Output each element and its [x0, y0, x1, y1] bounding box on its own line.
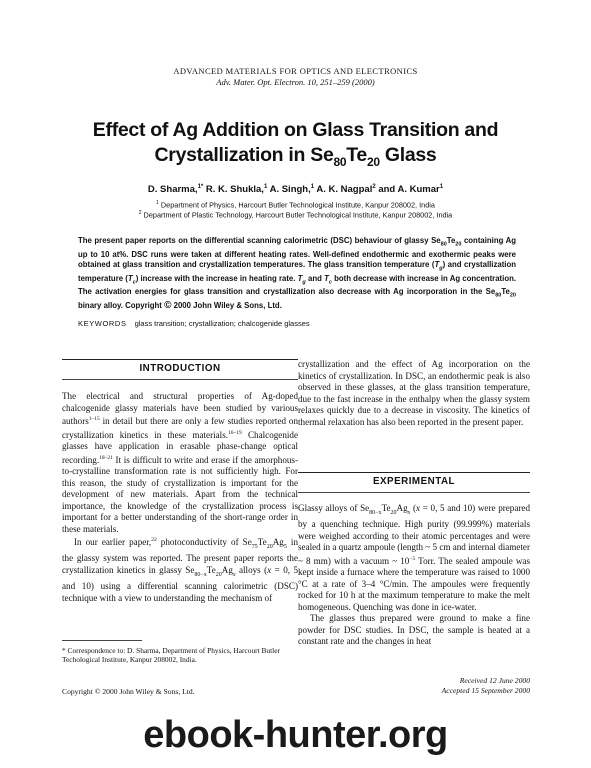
title-subscript: 80 — [333, 154, 347, 169]
body-text: In our earlier paper, — [74, 537, 152, 548]
body-text: Ag — [396, 503, 408, 513]
section-heading-introduction: INTRODUCTION — [139, 363, 221, 374]
abstract-text: both decrease with increase in Ag concentration. The activation energies for glass transition and crystallization also decrease with Ag incorporation in the Se — [78, 273, 517, 297]
author-affiliation-mark: 1* — [197, 184, 204, 190]
reference-mark: 16–19 — [228, 429, 242, 436]
keywords — [78, 319, 518, 328]
journal-name: ADVANCED MATERIALS FOR OPTICS AND ELECTRONICS — [173, 66, 418, 76]
body-text: in the glassy system was reported. The present paper reports the crystallization kinetics in glassy Se — [62, 537, 298, 575]
accepted-date: Accepted 15 September 2000 — [441, 685, 530, 695]
body-text: Te — [206, 564, 216, 575]
abstract-symbol: T — [297, 273, 303, 283]
author-list — [40, 184, 551, 195]
section-rule-top — [298, 472, 530, 473]
subscript: 20 — [390, 509, 397, 516]
reference-mark: 22 — [151, 537, 157, 544]
right-column-continuation — [298, 359, 530, 428]
affiliation-1 — [40, 200, 551, 209]
body-text: Te — [381, 503, 391, 513]
body-text: Torr. The sealed ampoule was kept inside a furnace where the temperature was raised to 1000 °C at a rate of 3–4 °C/min. The ampoules were frequently rocked for 10 h at the maximum temperature to make the melt homogeneous. Quenching was done in ice-water. — [298, 555, 530, 612]
body-text: photoconductivity of Se — [156, 537, 252, 548]
subscript: 20 — [266, 543, 273, 550]
subscript: x — [407, 509, 411, 516]
abstract-symbol: T — [127, 273, 133, 283]
section-heading-experimental: EXPERIMENTAL — [372, 476, 456, 487]
title-subscript: 20 — [366, 154, 380, 169]
variable: x — [267, 564, 272, 575]
abstract-subscript: c — [132, 279, 136, 286]
body-text: Ag — [221, 564, 233, 575]
variable: x — [416, 503, 421, 513]
author-name: R. K. Shukla, — [203, 184, 264, 196]
body-text: Ag — [272, 537, 284, 548]
section-rule-bottom — [62, 379, 298, 380]
abstract-subscript: c — [328, 279, 332, 286]
author-name: A. K. Nagpal — [314, 184, 373, 196]
reference-mark: 1–15 — [88, 416, 100, 422]
body-text: Chalcogenide glasses have application in erasable phase-change optical recording. — [62, 429, 298, 465]
intro-paragraph-1 — [62, 391, 298, 535]
body-text: alloys ( — [235, 564, 268, 575]
received-dates — [360, 676, 530, 695]
reference-mark: 18–21 — [99, 454, 113, 461]
author-name: D. Sharma, — [147, 184, 198, 196]
author-name: A. Singh, — [267, 184, 311, 196]
journal-header — [0, 66, 591, 88]
footnote-rule — [62, 640, 142, 641]
received-date: Received 12 June 2000 — [459, 676, 530, 685]
copyright-line: Copyright © 2000 John Wiley & Sons, Ltd. — [62, 687, 195, 696]
abstract-text: binary alloy. Copyright — [78, 301, 165, 311]
correspondence-footnote: * Correspondence to: D. Sharma, Department of Physics, Harcourt Butler Techological Institute, Kanpur 208002, India. — [62, 646, 280, 665]
subscript: 80−x — [369, 509, 382, 516]
title-line-2 — [40, 143, 551, 175]
body-text: = 0, 5 and 10) using a differential scanning calorimetric (DSC) technique with a view to understanding the mechanism of — [62, 564, 298, 603]
affiliation-text: Department of Plastic Technology, Harcourt Butler Technological Institute, Kanpur 208002, India — [141, 210, 453, 220]
affiliation-2 — [40, 210, 551, 219]
affiliation-mark: 1 — [156, 200, 159, 206]
body-text: = 0, 5 and 10) were prepared by a quenching technique. High purity (99.999%) materials were weighed according to their atomic percentages and were sealed in a quartz ampoule (length ~ 5 cm and internal diameter ~ 8 mm) with a vacuum ~ 10 — [298, 503, 530, 566]
keywords-label: KEYWORDS — [78, 319, 127, 328]
section-rule-top — [62, 359, 298, 360]
body-text: Glassy alloys of Se — [298, 503, 370, 513]
abstract-symbol: T — [434, 259, 440, 269]
abstract-subscript: 80 — [495, 293, 502, 299]
abstract — [78, 236, 516, 311]
author-affiliation-mark: 2 — [372, 184, 376, 190]
abstract-text: ) increase with the increase in heating rate. — [135, 273, 298, 283]
body-text: in detail but there are only a few studies reported on crystallization kinetics in these materials. — [62, 416, 298, 440]
experimental-paragraph-2: The glasses thus prepared were ground to make a fine powder for DSC studies. In DSC, the sample is heated at a constant rate and the changes in heat — [298, 613, 530, 647]
abstract-subscript: g — [439, 265, 443, 272]
subscript: 5 — [283, 543, 287, 550]
abstract-text: Te — [501, 287, 510, 297]
copyright-symbol: © — [164, 300, 172, 312]
abstract-symbol: T — [324, 273, 329, 283]
title-text: Glass — [379, 144, 437, 166]
affiliation-mark: 2 — [138, 210, 142, 216]
abstract-subscript: 20 — [509, 293, 516, 299]
experimental-paragraph-1 — [298, 503, 530, 613]
abstract-subscript: g — [302, 279, 306, 286]
subscript: x — [232, 571, 236, 578]
experimental-body — [298, 503, 530, 648]
journal-citation: Adv. Mater. Opt. Electron. 10, 251–259 (2000) — [216, 77, 375, 87]
subscript: 75 — [251, 543, 258, 550]
author-affiliation-mark: 1 — [310, 184, 315, 190]
watermark-text: ebook-hunter.org — [143, 714, 448, 756]
intro-paragraph-2 — [62, 535, 298, 604]
subscript: 20 — [215, 571, 222, 578]
abstract-subscript: 20 — [455, 241, 462, 248]
continuation-paragraph: crystallization and the effect of Ag incorporation on the kinetics of crystallization. In DSC, an endothermic peak is also observed in these glasses, at the glass transition temperature, due to the fast increase in the enthalpy when the glassy system relaxes quickly due to a decrease in viscosity. The kinetics of thermal relaxation has also been reported in the present paper. — [298, 359, 530, 427]
title-text: Crystallization in Se — [154, 144, 334, 166]
paper-title — [40, 118, 551, 175]
body-text: Te — [257, 537, 267, 548]
abstract-text: ) and crystallization temperature ( — [78, 259, 516, 283]
author-affiliation-mark: 1 — [439, 184, 444, 190]
abstract-text: The present paper reports on the differential scanning calorimetric (DSC) behaviour of glassy Se — [78, 236, 441, 245]
author-name: and A. Kumar — [375, 184, 440, 196]
affiliation-text: Department of Physics, Harcourt Butler Technological Institute, Kanpur 208002, India — [158, 200, 435, 210]
author-affiliation-mark: 1 — [263, 184, 268, 190]
subscript: 80−x — [194, 571, 207, 578]
body-text: It is difficult to write and erase if the amorphous-to-crystalline transformation rate is not sufficiently high. For this reason, the study of crystallization is important for the development of new materials. Apart from the technical importance, the knowledge of the crystallization process is important for a better understanding of the short-range order in these materials. — [62, 454, 298, 534]
body-text: The electrical and structural properties of Ag-doped chalcogenide glassy materials have been studied by various authors — [62, 391, 298, 427]
abstract-text: containing Ag up to 10 at%. DSC runs were taken at different heating rates. Well-defined endothermic and exothermic peaks were obtained at glass transition and crystallization temperatures. The glass transition temperature ( — [78, 236, 517, 269]
abstract-text: and — [305, 273, 325, 283]
section-rule-bottom — [298, 492, 530, 493]
body-text: ( — [410, 503, 417, 513]
abstract-text: 2000 John Wiley & Sons, Ltd. — [171, 301, 282, 311]
superscript: −5 — [409, 555, 416, 562]
abstract-subscript: 80 — [440, 241, 447, 248]
title-line-1: Effect of Ag Addition on Glass Transition and — [92, 119, 499, 141]
keywords-text: glass transition; crystallization; chalcogenide glasses — [134, 319, 310, 328]
introduction-body — [62, 391, 298, 604]
title-text: Te — [346, 144, 367, 166]
abstract-text: Te — [446, 236, 456, 245]
